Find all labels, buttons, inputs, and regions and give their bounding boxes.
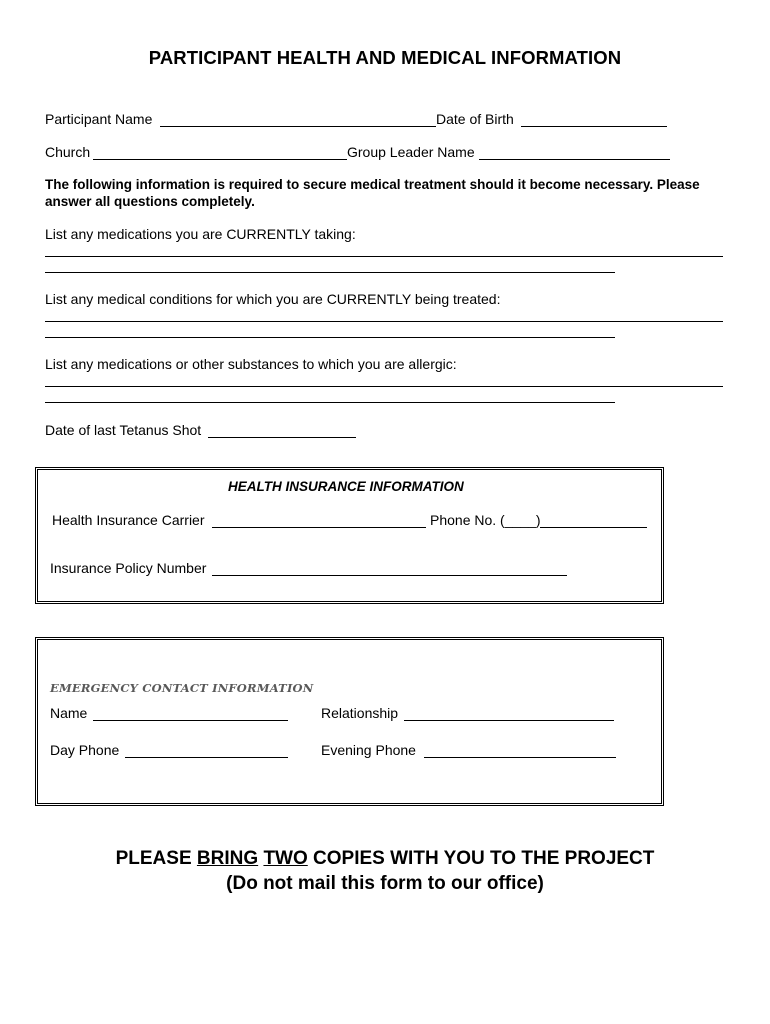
policy-number-field[interactable] xyxy=(212,561,567,576)
church-field[interactable] xyxy=(93,145,347,160)
form-title: PARTICIPANT HEALTH AND MEDICAL INFORMATION xyxy=(148,47,622,68)
participant-name-label: Participant Name xyxy=(45,111,153,127)
emergency-contact-section xyxy=(35,637,664,806)
insurance-phone-label: Phone No. (____) xyxy=(430,512,541,528)
tetanus-date-field[interactable] xyxy=(208,423,356,438)
emergency-section-title: EMERGENCY CONTACT INFORMATION xyxy=(50,681,314,695)
group-leader-field[interactable] xyxy=(479,145,670,160)
dob-label: Date of Birth xyxy=(436,111,514,127)
allergies-field-line1[interactable] xyxy=(45,372,723,387)
tetanus-label: Date of last Tetanus Shot xyxy=(45,422,202,438)
emergency-name-label: Name xyxy=(50,705,88,721)
emergency-name-field[interactable] xyxy=(93,706,288,721)
participant-name-field[interactable] xyxy=(160,112,436,127)
day-phone-label: Day Phone xyxy=(50,742,120,758)
policy-number-label: Insurance Policy Number xyxy=(50,560,207,576)
relationship-field[interactable] xyxy=(404,706,614,721)
medications-field-line2[interactable] xyxy=(45,258,615,273)
church-label: Church xyxy=(45,144,91,160)
medications-field-line1[interactable] xyxy=(45,242,723,257)
insurance-carrier-label: Health Insurance Carrier xyxy=(52,512,205,528)
footer-instruction xyxy=(0,846,770,871)
footer-text-pre: PLEASE xyxy=(115,848,197,869)
instructions-notice: The following information is required to secure medical treatment should it become necessary. Please answer all questions completely. xyxy=(45,177,700,209)
insurance-phone-field[interactable] xyxy=(540,513,647,528)
footer-bring: BRING xyxy=(196,848,259,869)
evening-phone-label: Evening Phone xyxy=(321,742,416,758)
footer-two: TWO xyxy=(263,848,308,869)
day-phone-field[interactable] xyxy=(125,743,288,758)
allergies-label: List any medications or other substances to which you are allergic: xyxy=(45,356,457,372)
conditions-field-line2[interactable] xyxy=(45,323,615,338)
group-leader-label: Group Leader Name xyxy=(347,144,475,160)
insurance-section-title: HEALTH INSURANCE INFORMATION xyxy=(228,479,464,494)
medications-label: List any medications you are CURRENTLY taking: xyxy=(45,226,356,242)
conditions-label: List any medical conditions for which you are CURRENTLY being treated: xyxy=(45,291,501,307)
insurance-carrier-field[interactable] xyxy=(212,513,426,528)
evening-phone-field[interactable] xyxy=(424,743,616,758)
relationship-label: Relationship xyxy=(321,705,399,721)
conditions-field-line1[interactable] xyxy=(45,307,723,322)
footer-text-post: COPIES WITH YOU TO THE PROJECT xyxy=(307,848,655,869)
footer-mail-note: (Do not mail this form to our office) xyxy=(226,873,544,894)
dob-field[interactable] xyxy=(521,112,667,127)
allergies-field-line2[interactable] xyxy=(45,388,615,403)
